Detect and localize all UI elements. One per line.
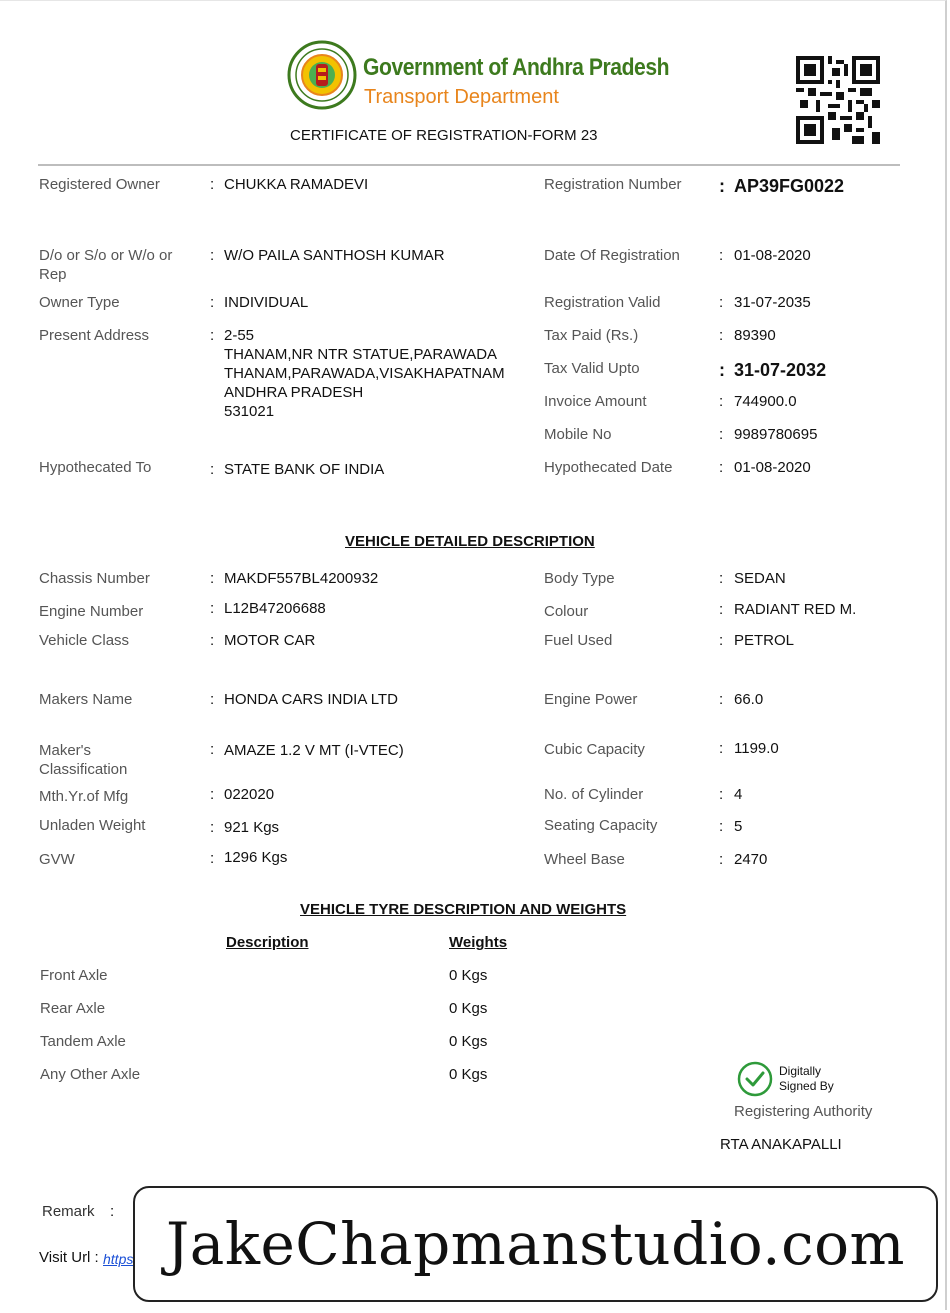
description-column-header: Description [226,934,309,951]
cylinder-label: No. of Cylinder [544,786,644,803]
address-line: 2-55 [224,327,255,344]
relation-value: W/O PAILA SANTHOSH KUMAR [224,247,445,264]
address-line: THANAM,NR NTR STATUE,PARAWADA [224,346,498,363]
axle-label: Any Other Axle [40,1066,141,1083]
colon: : [210,786,215,803]
cubic-capacity-label: Cubic Capacity [544,741,645,758]
colon: : [110,1203,115,1220]
colon: : [719,601,724,618]
qr-code [796,56,880,144]
axle-weight: 0 Kgs [449,1000,488,1017]
tax-paid-value: 89390 [734,327,776,344]
chassis-label: Chassis Number [39,570,150,587]
colon: : [210,632,215,649]
makers-name-label: Makers Name [39,691,133,708]
hypothecated-to-value: STATE BANK OF INDIA [224,461,385,478]
axle-label: Tandem Axle [40,1033,126,1050]
address-line: ANDHRA PRADESH [224,384,364,401]
colon: : [210,850,215,867]
registration-valid-value: 31-07-2035 [734,294,811,311]
visit-url-label: Visit Url : [39,1249,99,1266]
axle-weight: 0 Kgs [449,1033,488,1050]
watermark-text: JakeChapmanstudio.com [165,1210,905,1278]
colon: : [210,294,215,311]
colon: : [719,818,724,835]
axle-label: Rear Axle [40,1000,106,1017]
body-type-label: Body Type [544,570,615,587]
mfg-label: Mth.Yr.of Mfg [39,788,129,805]
tax-valid-value: 31-07-2032 [734,360,827,380]
digitally-text: Digitally [779,1064,822,1078]
engine-value: L12B47206688 [224,600,326,617]
watermark-banner [133,1186,938,1302]
relation-label-line2: Rep [39,266,67,283]
body-type-value: SEDAN [734,570,786,587]
colon: : [210,741,215,758]
gvw-value: 1296 Kgs [224,849,288,866]
colon: : [210,176,215,193]
form-title: CERTIFICATE OF REGISTRATION-FORM 23 [290,127,598,144]
fuel-value: PETROL [734,632,795,649]
address-line: 531021 [224,403,275,420]
department-title: Transport Department [364,86,559,108]
tyre-section-title: VEHICLE TYRE DESCRIPTION AND WEIGHTS [300,901,627,918]
makers-name-value: HONDA CARS INDIA LTD [224,691,398,708]
classification-label-line1: Maker's [39,742,92,759]
vehicle-class-value: MOTOR CAR [224,632,316,649]
tax-paid-label: Tax Paid (Rs.) [544,327,639,344]
signed-by-text: Signed By [779,1079,834,1093]
colon: : [719,691,724,708]
rta-office: RTA ANAKAPALLI [720,1136,842,1153]
mobile-value: 9989780695 [734,426,818,443]
registration-number-label: Registration Number [544,176,682,193]
hypothecated-date-value: 01-08-2020 [734,459,811,476]
engine-power-value: 66.0 [734,691,764,708]
header-divider [38,164,900,166]
owner-type-label: Owner Type [39,294,120,311]
invoice-amount-value: 744900.0 [734,393,797,410]
colon: : [719,459,724,476]
unladen-weight-value: 921 Kgs [224,819,280,836]
vehicle-class-label: Vehicle Class [39,632,130,649]
colon: : [719,327,724,344]
colon: : [719,294,724,311]
colon: : [210,570,215,587]
wheel-base-value: 2470 [734,851,768,868]
engine-label: Engine Number [39,603,144,620]
tax-valid-label: Tax Valid Upto [544,360,640,377]
address-line: THANAM,PARAWADA,VISAKHAPATNAM [224,365,505,382]
colour-label: Colour [544,603,589,620]
fuel-label: Fuel Used [544,632,613,649]
check-circle-icon [737,1061,773,1097]
colon: : [210,247,215,264]
colon: : [719,632,724,649]
date-of-registration-value: 01-08-2020 [734,247,811,264]
invoice-amount-label: Invoice Amount [544,393,647,410]
state-emblem-logo [287,40,357,110]
cubic-capacity-value: 1199.0 [734,740,779,757]
colon: : [719,851,724,868]
colon: : [719,740,724,757]
registration-valid-label: Registration Valid [544,294,661,311]
hypothecated-to-label: Hypothecated To [39,459,152,476]
axle-weight: 0 Kgs [449,1066,488,1083]
colon: : [719,247,724,264]
seating-capacity-label: Seating Capacity [544,817,658,834]
government-title: Government of Andhra Pradesh [363,54,670,81]
visit-url-link[interactable]: https [103,1251,134,1267]
gvw-label: GVW [39,851,75,868]
owner-type-value: INDIVIDUAL [224,294,309,311]
seating-capacity-value: 5 [734,818,743,835]
wheel-base-label: Wheel Base [544,851,625,868]
relation-label-line1: D/o or S/o or W/o or [39,247,173,264]
chassis-value: MAKDF557BL4200932 [224,570,379,587]
vehicle-section-title: VEHICLE DETAILED DESCRIPTION [345,533,595,550]
address-label: Present Address [39,327,150,344]
cylinder-value: 4 [734,786,743,803]
colon: : [719,786,724,803]
registering-authority: Registering Authority [734,1103,873,1120]
registered-owner-label: Registered Owner [39,176,160,193]
registered-owner-value: CHUKKA RAMADEVI [224,176,369,193]
colon: : [210,691,215,708]
engine-power-label: Engine Power [544,691,638,708]
colon: : [719,393,724,410]
colon: : [719,426,724,443]
colon: : [210,600,215,617]
colour-value: RADIANT RED M. [734,601,857,618]
axle-label: Front Axle [40,967,108,984]
colon: : [210,327,215,344]
mfg-value: 022020 [224,786,275,803]
date-of-registration-label: Date Of Registration [544,247,680,264]
unladen-weight-label: Unladen Weight [39,817,146,834]
classification-value: AMAZE 1.2 V MT (I-VTEC) [224,742,404,759]
registration-number-value: AP39FG0022 [734,176,845,196]
axle-weight: 0 Kgs [449,967,488,984]
colon: : [719,570,724,587]
weights-column-header: Weights [449,934,508,951]
classification-label-line2: Classification [39,761,128,778]
remark-label: Remark [42,1203,95,1220]
mobile-label: Mobile No [544,426,612,443]
colon: : [719,360,725,380]
colon: : [210,461,215,478]
hypothecated-date-label: Hypothecated Date [544,459,673,476]
colon: : [719,176,725,196]
colon: : [210,819,215,836]
